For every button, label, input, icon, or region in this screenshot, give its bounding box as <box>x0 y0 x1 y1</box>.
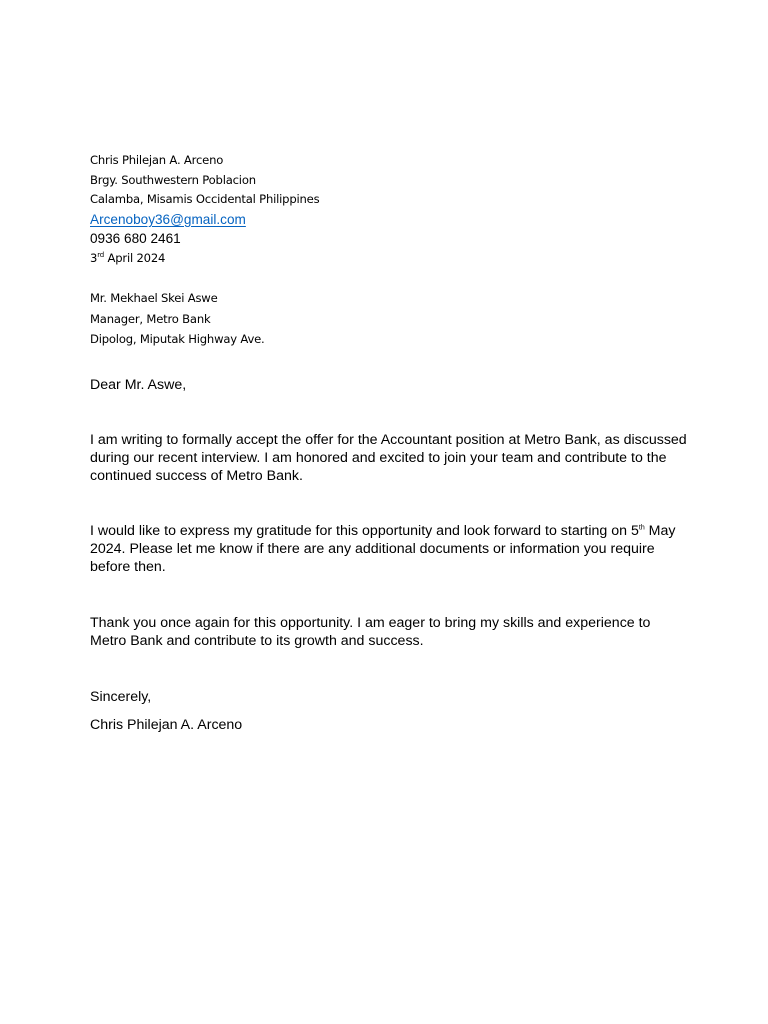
sender-address-line2: Calamba, Misamis Occidental Philippines <box>90 192 320 207</box>
sender-phone: 0936 680 2461 <box>90 231 181 247</box>
paragraph-thanks: Thank you once again for this opportunity. I am eager to bring my skills and experience to Metro Bank and contribute to its growth and success. <box>90 615 651 649</box>
recipient-address: Dipolog, Miputak Highway Ave. <box>90 332 265 346</box>
sender-block <box>90 151 319 269</box>
salutation: Dear Mr. Aswe, <box>90 377 187 393</box>
recipient-block <box>90 288 265 350</box>
recipient-name: Mr. Mekhael Skei Aswe <box>90 291 218 305</box>
paragraph-gratitude-part1: I would like to express my gratitude for this opportunity and look forward to starting on 5 <box>90 523 639 539</box>
sender-address-line1: Brgy. Southwestern Poblacion <box>90 172 256 187</box>
paragraph-acceptance: I am writing to formally accept the offer for the Accountant position at Metro Bank, as discussed during our recent interview. I am honored and excited to join your team and contribute to the continued success of Metro Bank. <box>90 432 687 484</box>
paragraph-gratitude-part2: May 2024. Please let me know if there are any additional documents or information you require before then. <box>90 523 676 575</box>
sender-email-link[interactable]: Arcenoboy36@gmail.com <box>90 211 246 227</box>
paragraph-gratitude <box>90 523 690 576</box>
paragraph-gratitude-suffix: th <box>638 524 645 532</box>
date-rest: April 2024 <box>104 250 166 265</box>
date-suffix: rd <box>97 251 104 260</box>
closing: Sincerely, <box>90 689 152 705</box>
sender-email-line <box>90 210 319 230</box>
sender-name: Chris Philejan A. Arceno <box>90 153 224 167</box>
recipient-title: Manager, Metro Bank <box>90 311 211 326</box>
letter-date <box>90 249 319 269</box>
signature-name: Chris Philejan A. Arceno <box>90 717 243 733</box>
date-day: 3 <box>90 250 98 265</box>
